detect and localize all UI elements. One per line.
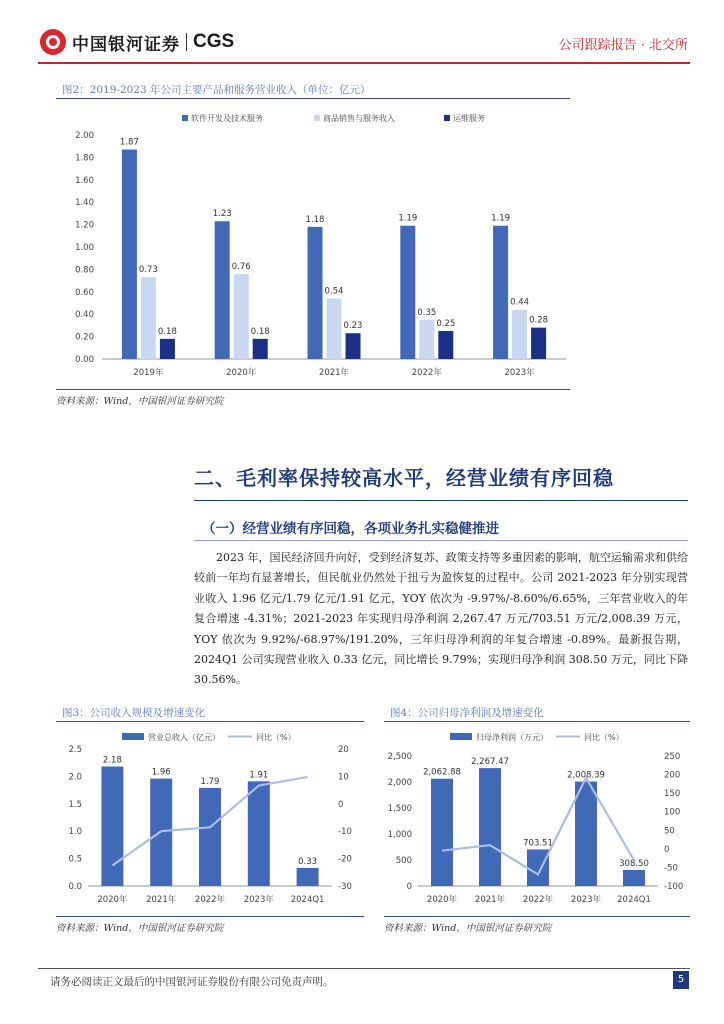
legend-label: 软件开发及技术服务 <box>191 114 263 123</box>
y-tick-label: 0.60 <box>75 287 94 298</box>
legend-label: 商品销售与服务收入 <box>323 114 395 123</box>
left-y-tick-label: 500 <box>395 856 412 866</box>
bar <box>234 274 249 359</box>
logo-separator <box>186 33 187 51</box>
x-tick-label: 2021年 <box>474 895 506 905</box>
bar <box>531 328 546 359</box>
bar <box>308 227 323 359</box>
data-label: 1.19 <box>491 213 511 224</box>
x-tick-label: 2022年 <box>411 368 442 378</box>
right-y-tick-label: 10 <box>338 772 349 783</box>
left-y-tick-label: 2,500 <box>387 752 412 762</box>
data-label: 0.35 <box>417 307 437 318</box>
x-tick-label: 2024Q1 <box>617 895 651 905</box>
footer-disclaimer: 请务必阅读正文最后的中国银河证券股份有限公司免责声明。 <box>50 976 334 988</box>
x-tick-label: 2024Q1 <box>290 895 325 905</box>
x-tick-label: 2020年 <box>226 368 257 378</box>
right-y-tick-label: -30 <box>338 882 352 892</box>
section-paragraph: 2023 年，国民经济回升向好，受到经济复苏、政策支持等多重因素的影响，航空运输需求和供给较前一年均有显著增长，但民航业仍然处于扭亏为盈恢复的过程中。公司 2021-2023 年分别实现营业收入 1.96 亿元/1.79 亿元/1.91 亿元，YOY 依次为 -9.97%/-8.60%/6.65%，三年营业收入的年复合增速 -4.31%；2021-2023 年实现归母净利润 2,267.47 万元/703.51 万元/2,008.39 万元，YOY 依次为 9.92%/-68.97%/191.20%，三年归母净利润的年复合增速 -0.89%。最新报告期，2024Q1 公司实现营业收入 0.33 亿元，同比增长 9.79%；实现归母净利润 308.50 万元，同比下降 30.56%。 <box>194 551 688 687</box>
data-label: 1.18 <box>305 214 325 225</box>
figure3-source: 资料来源：Wind，中国银河证券研究院 <box>56 923 224 934</box>
bar <box>141 277 156 359</box>
x-tick-label: 2020年 <box>97 895 128 905</box>
bar <box>493 226 508 359</box>
data-label: 1.19 <box>398 213 418 224</box>
data-label: 0.76 <box>231 261 251 272</box>
figure3-chart <box>50 726 368 914</box>
bar <box>400 226 415 359</box>
bar <box>512 310 527 359</box>
y-tick-label: 1.80 <box>75 153 94 164</box>
data-label: 2,267.47 <box>471 757 509 768</box>
left-y-tick-label: 2.5 <box>68 745 82 755</box>
y-tick-label: 2.00 <box>75 131 94 141</box>
data-label: 1.91 <box>249 770 269 781</box>
left-y-tick-label: 0.0 <box>68 882 82 892</box>
data-label: 1.87 <box>119 137 139 148</box>
left-y-tick-label: 1.5 <box>68 799 82 810</box>
data-label: 0.33 <box>298 856 318 867</box>
data-label: 308.50 <box>619 858 649 869</box>
x-tick-label: 2019年 <box>133 368 164 378</box>
legend-swatch <box>314 115 320 121</box>
bar <box>297 868 319 886</box>
bar <box>419 320 434 359</box>
y-tick-label: 0.40 <box>75 310 94 321</box>
bar <box>160 339 175 359</box>
bar <box>101 767 123 886</box>
figure3-title: 图3：公司收入规模及增速变化 <box>62 707 206 719</box>
figure4-bottom-rule <box>384 916 690 917</box>
right-y-tick-label: 20 <box>338 745 349 755</box>
legend-swatch <box>122 733 144 740</box>
header-logo <box>40 28 234 56</box>
right-y-tick-label: 150 <box>664 789 681 800</box>
data-label: 1.79 <box>200 776 220 787</box>
data-label: 2.18 <box>102 755 122 766</box>
bar <box>253 339 268 359</box>
x-tick-label: 2021年 <box>318 368 350 378</box>
right-y-tick-label: 50 <box>664 826 675 837</box>
bar <box>623 870 645 886</box>
right-y-tick-label: -100 <box>664 882 684 892</box>
right-y-tick-label: 0 <box>664 844 670 855</box>
data-label: 1.96 <box>151 767 171 778</box>
x-tick-label: 2022年 <box>194 895 226 905</box>
data-label: 0.73 <box>138 265 158 276</box>
y-tick-label: 1.40 <box>75 198 94 209</box>
y-tick-label: 1.00 <box>75 243 94 253</box>
section-heading: 二、毛利率保持较高水平，经营业绩有序回稳 <box>194 466 614 490</box>
right-y-tick-label: -20 <box>338 854 352 865</box>
legend-swatch <box>450 733 472 740</box>
figure3-title-rule <box>56 721 364 722</box>
logo-cgs: CGS <box>193 31 235 52</box>
left-y-tick-label: 0.5 <box>68 854 82 865</box>
left-y-tick-label: 1,000 <box>387 830 412 840</box>
legend-label: 归母净利润（万元） <box>476 733 548 742</box>
bar <box>248 781 270 886</box>
figure2-source: 资料来源：Wind，中国银河证券研究院 <box>56 396 224 407</box>
figure4-source: 资料来源：Wind，中国银河证券研究院 <box>384 923 552 934</box>
x-tick-label: 2023年 <box>570 895 602 905</box>
report-type: 公司跟踪报告 · 北交所 <box>558 38 688 53</box>
legend-label: 运维服务 <box>453 114 485 123</box>
figure2-title-rule <box>56 98 570 99</box>
figure2-bottom-rule <box>56 389 570 390</box>
left-y-tick-label: 1.0 <box>68 827 82 838</box>
data-label: 2,008.39 <box>567 770 605 781</box>
bar <box>327 299 342 359</box>
bar <box>575 782 597 886</box>
x-tick-label: 2021年 <box>146 895 177 905</box>
bar <box>122 150 137 359</box>
bar <box>438 331 453 359</box>
left-y-tick-label: 2.0 <box>68 772 82 783</box>
right-y-tick-label: -50 <box>664 863 678 874</box>
bar <box>346 333 361 359</box>
data-label: 2,062.88 <box>423 767 461 778</box>
bar <box>431 779 453 886</box>
legend-label: 同比（%） <box>256 733 296 742</box>
figure3-bottom-rule <box>56 916 364 917</box>
bar <box>215 221 230 359</box>
right-y-tick-label: 200 <box>664 770 681 781</box>
figure4-chart <box>378 726 694 914</box>
cgs-logo-icon <box>40 29 66 55</box>
x-tick-label: 2023年 <box>504 368 535 378</box>
legend-label: 同比（%） <box>584 733 624 742</box>
x-tick-label: 2022年 <box>522 895 554 905</box>
legend-swatch <box>182 115 188 121</box>
figure4-title-rule <box>384 721 690 722</box>
data-label: 0.54 <box>324 286 344 297</box>
footer-divider <box>38 968 690 969</box>
figure2-chart <box>52 104 576 388</box>
data-label: 0.18 <box>250 326 270 337</box>
y-tick-label: 0.20 <box>75 332 94 343</box>
figure4-title: 图4：公司归母净利润及增速变化 <box>390 707 544 719</box>
data-label: 1.23 <box>212 209 232 220</box>
y-tick-label: 0.00 <box>75 355 94 365</box>
legend-label: 营业总收入（亿元） <box>148 733 220 742</box>
x-tick-label: 2023年 <box>243 895 274 905</box>
header-divider <box>38 62 690 64</box>
section-subheading: （一）经营业绩有序回稳，各项业务扎实稳健推进 <box>202 521 499 537</box>
page-number: 5 <box>673 971 689 989</box>
bar <box>527 849 549 886</box>
right-y-tick-label: 0 <box>338 799 344 810</box>
section-subheading-rule <box>194 540 688 541</box>
data-label: 703.51 <box>523 838 553 849</box>
data-label: 0.44 <box>510 297 530 308</box>
logo-text: 中国银河证券 <box>72 34 180 55</box>
figure2-title: 图2：2019-2023 年公司主要产品和服务营业收入（单位：亿元） <box>62 84 371 96</box>
y-tick-label: 1.60 <box>75 175 94 186</box>
section-heading-rule <box>194 500 688 501</box>
left-y-tick-label: 0 <box>406 882 412 892</box>
y-tick-label: 1.20 <box>75 220 94 231</box>
right-y-tick-label: 250 <box>664 752 681 762</box>
data-label: 0.25 <box>436 319 456 329</box>
bar <box>199 788 221 886</box>
legend-swatch <box>444 115 450 121</box>
right-y-tick-label: -10 <box>338 827 352 838</box>
data-label: 0.18 <box>157 326 177 337</box>
right-y-tick-label: 100 <box>664 807 681 818</box>
left-y-tick-label: 1,500 <box>387 804 412 814</box>
data-label: 0.23 <box>343 321 363 332</box>
left-y-tick-label: 2,000 <box>387 778 412 788</box>
data-label: 0.28 <box>529 315 549 326</box>
bar <box>479 768 501 886</box>
x-tick-label: 2020年 <box>426 895 458 905</box>
y-tick-label: 0.80 <box>75 265 94 276</box>
